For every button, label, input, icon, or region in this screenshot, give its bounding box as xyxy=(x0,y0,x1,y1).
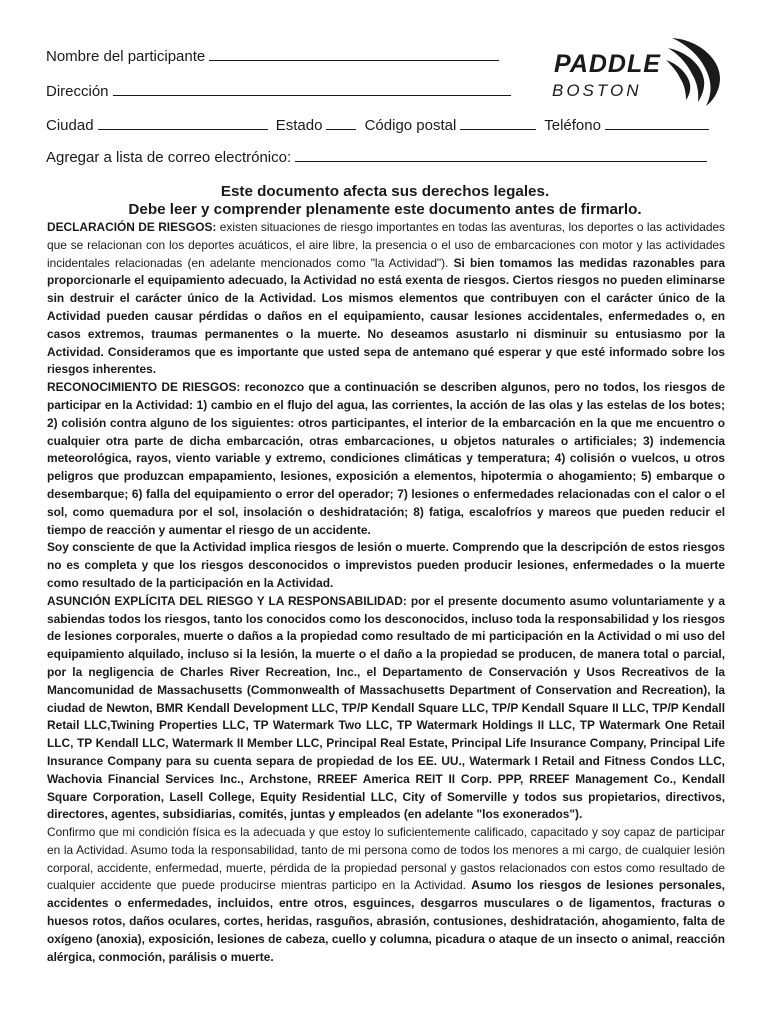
awareness-text: Soy consciente de que la Actividad implica riesgos de lesión o muerte. Comprendo que la descripción de estos riesgos no es completa y que los riesgos desconocidos o imprevistos pueden producir lesiones, enfermedades o la muerte como resultado de la participación en la Actividad. xyxy=(47,540,725,590)
recognition-text: reconozco que a continuación se describen algunos, pero no todos, los riesgos de participar en la Actividad: 1) cambio en el flujo del agua, las corrientes, la acción de las olas y las estelas de los botes; 2) colisión contra alguno de los siguientes: otros participantes, el interior de la embarcación en la que me encuentro o cualquier otra parte de dicha embarcación, otras embarcaciones, u objetos naturales o artificiales; 3) indemencia meteorológica, rayos, viento variable y extremo, condiciones climáticas y temperatura; 4) colisión o vuelcos, u otros peligros que produzcan empapamiento, lesiones, exposición a elementos, hipotermia o ahogamiento; 5) embarque o desembarque; 6) falla del equipamiento o error del operador; 7) lesiones o enfermedades relacionadas con el calor o el sol, como quemadura por el sol, insolación o deshidratación; 8) fatiga, escalofríos y mareos que pueden reducir el tiempo de reacción y aumentar el riesgo de un accidente. xyxy=(47,380,725,537)
assumption-paragraph xyxy=(47,593,725,824)
assumption-title: ASUNCIÓN EXPLÍCITA DEL RIESGO Y LA RESPONSABILIDAD: xyxy=(47,593,407,608)
assumption-text: por el presente documento asumo voluntariamente y a sabiendas todos los riesgos, tanto los conocidos como los desconocidos, incluso toda la responsabilidad y los riesgos de lesiones corporales, muerte o daños a la propiedad como resultado de mi participación en la Actividad o mi uso del equipamiento alquilado, incluso si la lesión, la muerte o el daño a la propiedad se producen, de manera total o parcial, por la negligencia de Charles River Recreation, Inc., el Departamento de Conservación y Usos Recreativos de la Mancomunidad de Massachusetts (Commonwealth of Massachusetts Department of Conservation and Recreation), la ciudad de Newton, BMR Kendall Development LLC, TP/P Kendall Square LLC, TP/P Kendall Square II LLC, TP/P Kendall Retail LLC,Twining Properties LLC, TP Watermark Two LLC, TP Watermark Holdings II LLC, TP Watermark One Retail LLC, TP Kendall LLC, Watermark II Member LLC, Principal Real Estate, Principal Life Insurance Company, Principal Life Insurance Company para su cuenta separa de propiedad de los EE. UU., Watermark I Retail and Fitness Condos LLC, Wachovia Financial Services Inc., Archstone, RREEF America REIT II Corp. PPP, RREEF Management Co., Kendall Square Corporation, Lasell College, Equity Residential LLC, City of Somerville y todos sus propietarios, directivos, directores, agentes, subsidiarias, comités, juntas y empleados (en adelante "los exonerados"). xyxy=(47,593,725,822)
address-field[interactable] xyxy=(113,82,511,96)
declaration-paragraph xyxy=(47,219,725,379)
recognition-paragraph xyxy=(47,379,725,539)
mailing-list-label: Agregar a lista de correo electrónico: xyxy=(46,149,292,166)
address-row xyxy=(46,82,515,101)
paddle-boston-logo xyxy=(548,36,726,106)
logo-line-paddle: PADDLE xyxy=(554,50,661,78)
participant-name-label: Nombre del participante xyxy=(46,48,206,65)
address-label: Dirección xyxy=(46,83,109,100)
state-field[interactable] xyxy=(326,116,356,130)
participant-name-row xyxy=(46,47,503,66)
zip-field[interactable] xyxy=(460,116,536,130)
notice-line-1: Este documento afecta sus derechos legales. xyxy=(220,183,550,200)
phone-field[interactable] xyxy=(605,116,709,130)
confirm-paragraph xyxy=(47,824,725,966)
participant-name-field[interactable] xyxy=(209,47,499,61)
city-row xyxy=(46,116,713,135)
logo-line-boston: BOSTON xyxy=(552,81,642,100)
city-field[interactable] xyxy=(98,116,268,130)
declaration-text-b: Si bien tomamos las medidas razonables para proporcionarle el equipamiento adecuado, la Actividad no está exenta de riesgos. Ciertos riesgos no pueden eliminarse sin destruir el carácter único de la Actividad. Los mismos elementos que contribuyen con el carácter único de la Actividad pueden causar pérdidas o daños en el equipamiento, causar lesiones accidentales, enfermedades o, en casos extremos, traumas permanentes o la muerte. No deseamos asustarlo ni disminuir su entusiasmo por la Actividad. Consideramos que es importante que usted sepa de antemano qué esperar y que esté informado sobre los riesgos inherentes. xyxy=(47,255,725,377)
mailing-list-row xyxy=(46,148,711,167)
declaration-title: DECLARACIÓN DE RIESGOS: xyxy=(47,220,217,234)
recognition-title: RECONOCIMIENTO DE RIESGOS: xyxy=(47,380,241,395)
state-label: Estado xyxy=(275,117,323,134)
confirm-text-a: Confirmo que mi condición física es la adecuada y que estoy lo suficientemente calificado, capacitado y soy capaz de participar en la Actividad. Asumo toda la responsabilidad, tanto de mi persona como de todos los menores a mi cargo, de cualquier lesión corporal, accidente, enfermedad, muerte, pérdida de la propiedad personal y gastos relacionados con estos como resultado de cualquier accidente que puede producirse mientras participo en la Actividad. xyxy=(47,825,725,893)
zip-label: Código postal xyxy=(364,117,457,134)
phone-label: Teléfono xyxy=(544,117,601,134)
awareness-paragraph xyxy=(47,539,725,592)
declaration-text-a: existen situaciones de riesgo importantes en todas las aventuras, los deportes o las actividades que se relacionan con los deportes acuáticos, el aire libre, la presencia o el uso de embarcaciones con motor y las actividades incidentales relacionadas (en adelante mencionados como "la Actividad"). xyxy=(47,220,726,270)
confirm-text-b: Asumo los riesgos de lesiones personales, accidentes o enfermedades, incluidos, entre otros, esguinces, desgarros musculares o de ligamentos, fracturas o huesos rotos, daños oculares, cortes, heridas, rasguños, abrasión, contusiones, deshidratación, ahogamiento, falta de oxígeno (anoxia), exposición, lesiones de cabeza, cuello y columna, picadura o ataque de un insecto o animal, reacción alérgica, conmoción, parálisis o muerte. xyxy=(47,878,725,964)
email-field[interactable] xyxy=(295,148,707,162)
logo-wave-icon xyxy=(666,36,726,108)
notice-line-2: Debe leer y comprender plenamente este documento antes de firmarlo. xyxy=(128,201,642,218)
city-label: Ciudad xyxy=(46,117,94,134)
waiver-body xyxy=(47,219,725,966)
